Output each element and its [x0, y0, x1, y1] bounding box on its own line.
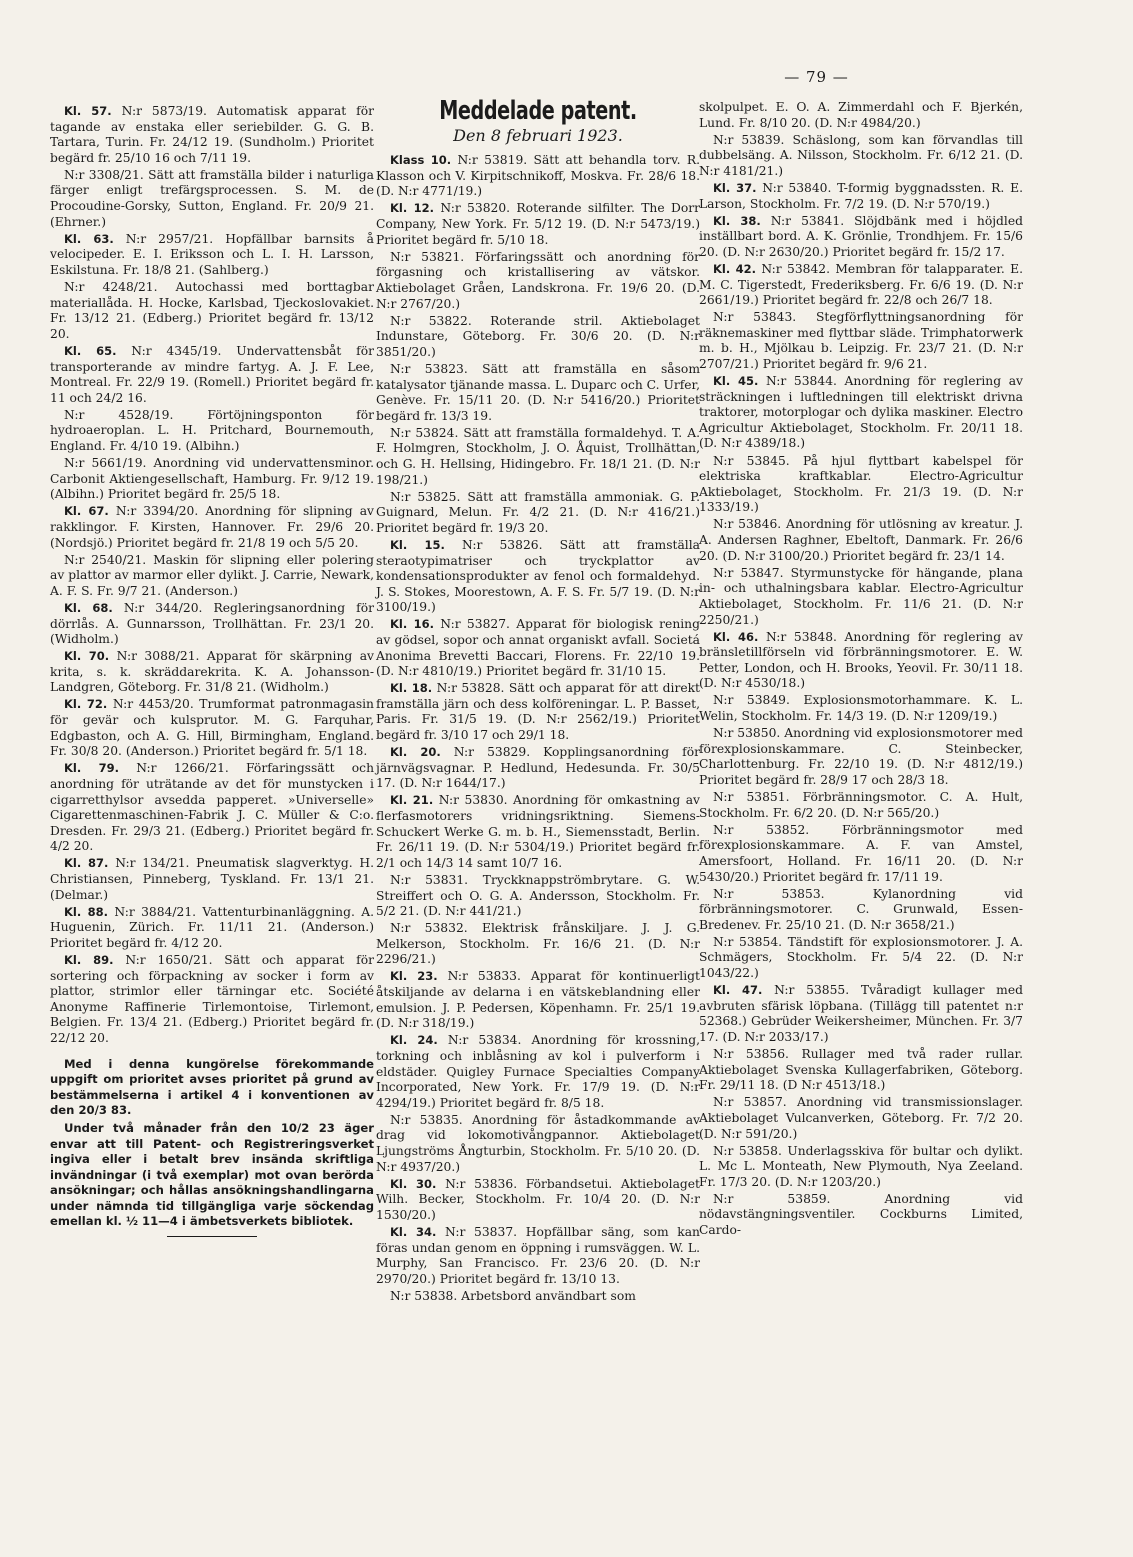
column-middle — [376, 96, 700, 1306]
class-label: Kl. 57. — [64, 104, 112, 118]
entry-text: N:r 53838. Arbetsbord användbart som — [390, 1288, 636, 1303]
entry-text: N:r 53835. Anordning för åstadkommande av drag vid lokomotivångpannor. Aktiebolaget Ljungströms Ångturbin, Stockholm. Fr. 5/10 20. (D. N:r 4937/20.) — [376, 1112, 700, 1174]
patent-entry — [699, 1047, 1023, 1094]
patent-entry — [699, 133, 1023, 180]
page-number: — 79 — — [784, 68, 849, 86]
end-rule — [167, 1236, 257, 1237]
class-label: Kl. 34. — [390, 1224, 437, 1239]
entry-text: N:r 53854. Tändstift för explosionsmotorer. J. A. Schmägers, Stockholm. Fr. 5/4 22. (D. N:r 1043/22.) — [699, 934, 1023, 981]
patent-entry — [50, 761, 374, 855]
class-label: Kl. 12. — [390, 201, 435, 216]
patent-entry — [376, 681, 700, 743]
class-label: Kl. 23. — [390, 969, 438, 984]
patent-entry — [699, 823, 1023, 885]
patent-entry — [376, 153, 700, 200]
entry-text: N:r 53858. Underlagsskiva för bultar och dylikt. L. Mc L. Monteath, New Plymouth, Nya Zeeland. Fr. 17/3 20. (D. N:r 1203/20.) — [699, 1143, 1023, 1189]
entry-text: N:r 1266/21. Förfaringssätt och anordning för uträtande av det för munstycken i cigarretthylsor avsedda papperet. »Universelle» Cigarettenmaschinen-Fabrik J. C. Müller & C:o. Dresden. Fr. 29/3 21. (Edberg.) Prioritet begärd fr. 4/2 20. — [50, 761, 374, 854]
class-label: Kl. 47. — [713, 983, 763, 998]
patent-entry — [376, 426, 700, 488]
patent-entry — [50, 553, 374, 600]
class-label: Kl. 30. — [390, 1176, 437, 1191]
patent-entry — [699, 887, 1023, 934]
patent-entry — [50, 232, 374, 279]
patent-entry — [376, 314, 700, 361]
entry-text: N:r 2540/21. Maskin för slipning eller polering av plattor av marmor eller dylikt. J. Carrie, Newark, A. F. S. Fr. 9/7 21. (Anderson.) — [50, 552, 374, 598]
patent-entry — [50, 601, 374, 648]
class-label: Kl. 63. — [64, 231, 114, 246]
class-label: Kl. 70. — [64, 649, 110, 664]
class-label: Kl. 42. — [713, 261, 757, 276]
patent-entry — [50, 104, 374, 166]
patent-entry — [376, 362, 700, 424]
class-label: Klass 10. — [390, 153, 452, 168]
entry-text: N:r 53836. Förbandsetui. Aktiebolaget Wilh. Becker, Stockholm. Fr. 10/4 20. (D. N:r 1530/20.) — [376, 1176, 700, 1222]
entry-text: N:r 1650/21. Sätt och apparat för sortering och förpackning av socker i form av plattor, strimlor eller tärningar etc. Société Anonyme Raffinerie Tirlemontoise, Tirlemont, Belgien. Fr. 13/4 21. (Edberg.) Prioritet begärd fr. 22/12 20. — [50, 952, 374, 1045]
entry-text: N:r 53840. T-formig byggnadssten. R. E. Larson, Stockholm. Fr. 7/2 19. (D. N:r 570/19.) — [699, 180, 1023, 211]
entry-text: N:r 344/20. Regleringsanordning för dörrlås. A. Gunnarsson, Trollhättan. Fr. 23/1 20. (Widholm.) — [50, 600, 374, 647]
class-label: Kl. 46. — [713, 629, 759, 644]
patent-entry — [699, 790, 1023, 821]
patent-entry — [699, 1095, 1023, 1142]
entry-text: N:r 3088/21. Apparat för skärpning av krita, s. k. skräddarekrita. K. A. Johansson-Landgren, Göteborg. Fr. 31/8 21. (Widholm.) — [50, 649, 374, 695]
entry-text: N:r 4528/19. Förtöjningsponton för hydroaeroplan. L. H. Pritchard, Bournemouth, England. Fr. 4/10 19. (Albihn.) — [50, 407, 374, 453]
entry-text: N:r 3394/20. Anordning för slipning av rakklingor. F. Kirsten, Hannover. Fr. 29/6 20. (Nordsjö.) Prioritet begärd fr. 21/8 19 och 5/5 20. — [50, 504, 375, 550]
entry-text: N:r 53859. Anordning vid nödavstängningsventiler. Cockburns Limited, Cardo- — [699, 1191, 1023, 1238]
entry-text: N:r 53820. Roterande silfilter. The Dorr Company, New York. Fr. 5/12 19. (D. N:r 5473/19.) Prioritet begärd fr. 5/10 18. — [376, 201, 700, 247]
class-label: Kl. 65. — [64, 343, 117, 358]
entry-text: N:r 53841. Slöjdbänk med i höjdled inställbart bord. A. K. Grönlie, Trondhjem. Fr. 15/6 20. (D. N:r 2630/20.) Prioritet begärd fr. 15/2 17. — [699, 213, 1023, 259]
entry-text: N:r 53842. Membran för talapparater. E. M. C. Tigerstedt, Frederiksberg. Fr. 6/6 19. (D. N:r 2661/19.) Prioritet begärd fr. 22/8 och 26/7 18. — [699, 261, 1024, 308]
class-label: Kl. 18. — [390, 681, 433, 696]
patent-entry — [50, 649, 374, 696]
class-label: Kl. 72. — [64, 697, 108, 712]
section-date: Den 8 februari 1923. — [453, 125, 623, 145]
patent-entry — [699, 1192, 1023, 1239]
class-label: Kl. 67. — [64, 504, 109, 519]
patent-entry — [50, 856, 374, 903]
entry-text: N:r 53826. Sätt att framställa steraotypimatriser och tryckplattor av kondensationsprodukter av fenol och formaldehyd. J. S. Stokes, Moorestown, A. F. S. Fr. 5/7 19. (D. N:r 3100/19.) — [376, 537, 700, 615]
entry-text: N:r 53848. Anordning för reglering av bränsletillförseln vid förbränningsmotorer. E. W. Petter, London, och H. Brooks, Yeovil. Fr. 30/11 18. (D. N:r 4530/18.) — [699, 629, 1023, 691]
patent-entry — [699, 100, 1023, 131]
patent-entry — [699, 693, 1023, 724]
entry-text: N:r 5873/19. Automatisk apparat för tagande av enstaka eller seriebilder. G. G. B. Tartara, Turin. Fr. 24/12 19. (Sundholm.) Prioritet begärd fr. 25/10 16 och 7/11 19. — [50, 104, 374, 165]
entry-text: N:r 53827. Apparat för biologisk rening av gödsel, sopor och annat organiskt avfall. Societá Anonima Brevetti Baccari, Florens. Fr. 22/10 19. (D. N:r 4810/19.) Prioritet begärd fr. 31/10 15. — [376, 617, 700, 679]
entry-text: N:r 53853. Kylanordning vid förbränningsmotorer. C. Grunwald, Essen-Bredenev. Fr. 25/10 21. (D. N:r 3658/21.) — [699, 886, 1023, 932]
patent-entry — [376, 969, 700, 1031]
patent-entry — [376, 1225, 700, 1287]
class-label: Kl. 16. — [390, 617, 434, 632]
patent-entry — [699, 630, 1023, 692]
entry-text: N:r 53834. Anordning för krossning, torkning och inblåsning av kol i pulverform i eldstäder. Quigley Furnace Specialties Company Incorporated, New York. Fr. 17/9 19. (D. N:r 4294/19.) Prioritet begärd fr. 8/5 18. — [376, 1033, 700, 1110]
patent-entry — [699, 374, 1023, 452]
patent-entry — [699, 935, 1023, 982]
entry-text: N:r 134/21. Pneumatisk slagverktyg. H. Christiansen, Pinneberg, Tyskland. Fr. 13/1 21. (Delmar.) — [50, 856, 374, 902]
patent-entry — [376, 1177, 700, 1224]
class-label: Kl. 45. — [713, 374, 759, 389]
patent-entry — [50, 697, 374, 759]
entry-text: N:r 5661/19. Anordning vid undervattensminor. Carbonit Aktiengesellschaft, Hamburg. Fr. 9/12 19. (Albihn.) Prioritet begärd fr. 25/5 18. — [50, 456, 374, 502]
entry-text: N:r 53857. Anordning vid transmissionslager. Aktiebolaget Vulcanverken, Göteborg. Fr. 7/2 20. (D. N:r 591/20.) — [699, 1095, 1023, 1141]
entry-text: N:r 53844. Anordning för reglering av sträckningen i luftledningen till elektriskt drivna traktorer, motorplogar och dylika maskiner. Electro Agricultur Aktiebolaget, Stockholm. Fr. 20/11 18. (D. N:r 4389/18.) — [699, 374, 1023, 451]
patent-entry — [699, 726, 1023, 788]
entry-text: N:r 3884/21. Vattenturbinanläggning. A. Huguenin, Zürich. Fr. 11/11 21. (Anderson.) Prioritet begärd fr. 4/12 20. — [50, 904, 374, 950]
entry-text: N:r 53855. Tvåradigt kullager med avbruten sfärisk löpbana. (Tillägg till patentet n:r 52368.) Gebrüder Weikersheimer, München. Fr. 3/7 17. (D. N:r 2033/17.) — [699, 983, 1023, 1044]
entry-text: N:r 53847. Styrmunstycke för hängande, plana in- och uthalningsbara kablar. Electro-Agricultur Aktiebolaget, Stockholm. Fr. 11/6 21. (D. N:r 2250/21.) — [699, 565, 1023, 627]
patent-entry — [376, 490, 700, 537]
patent-entry — [50, 408, 374, 455]
patent-entry — [50, 344, 374, 406]
patent-entry — [50, 168, 374, 230]
entry-text: N:r 53825. Sätt att framställa ammoniak. G. P. Guignard, Melun. Fr. 4/2 21. (D. N:r 416/21.) Prioritet begärd fr. 19/3 20. — [376, 489, 700, 535]
class-label: Kl. 68. — [64, 600, 113, 615]
patent-entry — [699, 181, 1023, 212]
notice-paragraph: Under två månader från den 10/2 23 äger envar att till Patent- och Registreringsverket ingiva eller i betalt brev insända skriftliga invändningar (i två exemplar) mot ovan berörda ansökningar; och hållas ansökningshandlingarna under nämnda tid tillgängliga varje söckendag emellan kl. ½ 11—4 i ämbetsverkets bibliotek. — [50, 1120, 374, 1229]
patent-entry — [699, 310, 1023, 372]
class-label: Kl. 15. — [390, 537, 445, 552]
entry-text: N:r 53837. Hopfällbar säng, som kan föras undan genom en öppning i rumsväggen. W. L. Murphy, San Francisco. Fr. 23/6 20. (D. N:r 2970/20.) Prioritet begärd fr. 13/10 13. — [376, 1224, 700, 1286]
entry-text: N:r 4248/21. Autochassi med borttagbar materiallåda. H. Hocke, Karlsbad, Tjeckoslovakiet. Fr. 13/12 21. (Edberg.) Prioritet begärd fr. 13/12 20. — [50, 280, 374, 341]
entry-text: N:r 53830. Anordning för omkastning av flerfasmotorers vridningsriktning. Siemens-Schuckert Werke G. m. b. H., Siemensstadt, Berlin. Fr. 26/11 19. (D. N:r 5304/19.) Prioritet begärd fr. 2/1 och 14/3 14 samt 10/7 16. — [376, 793, 700, 870]
class-label: Kl. 79. — [64, 761, 119, 776]
entry-text: N:r 53856. Rullager med två rader rullar. Aktiebolaget Svenska Kullagerfabriken, Göteborg. Fr. 29/11 18. (D N:r 4513/18.) — [699, 1047, 1023, 1093]
patent-entry — [699, 1144, 1023, 1191]
entry-text: N:r 53845. På hjul flyttbart kabelspel för elektriska kraftkablar. Electro-Agricultur Aktiebolaget, Stockholm. Fr. 21/3 19. (D. N:r 1333/19.) — [699, 453, 1023, 515]
patent-entry — [376, 1113, 700, 1175]
class-label: Kl. 20. — [390, 745, 441, 760]
entry-text: N:r 53843. Stegförflyttningsanordning för räknemaskiner med flyttbar släde. Trimphatorwerk m. b. H., Mjölkau b. Leipzig. Fr. 23/7 21. (D. N:r 2707/21.) Prioritet begärd fr. 9/6 21. — [699, 310, 1023, 371]
entry-text: N:r 2957/21. Hopfällbar barnsits å velocipeder. E. I. Eriksson och L. I. H. Larsson, Eskilstuna. Fr. 18/8 21. (Sahlberg.) — [50, 231, 374, 277]
patent-entry — [699, 517, 1023, 564]
entry-text: N:r 53849. Explosionsmotorhammare. K. L. Welin, Stockholm. Fr. 14/3 19. (D. N:r 1209/19.) — [699, 693, 1023, 724]
section-heading: Meddelade patent. — [439, 96, 637, 126]
patent-entry — [376, 201, 700, 248]
patent-entry — [376, 1289, 700, 1305]
patent-entry — [376, 793, 700, 871]
entry-text: N:r 53829. Kopplingsanordning för järnvägsvagnar. P. Hedlund, Hedesunda. Fr. 30/5 17. (D. N:r 1644/17.) — [376, 745, 700, 791]
entry-text: N:r 53832. Elektrisk frånskiljare. J. J. G. Melkerson, Stockholm. Fr. 16/6 21. (D. N:r 2296/21.) — [376, 921, 700, 967]
patent-entry — [699, 454, 1023, 516]
class-label: Kl. 21. — [390, 793, 434, 808]
notice-block — [50, 1057, 374, 1238]
patent-entry — [376, 250, 700, 312]
entry-text: skolpulpet. E. O. A. Zimmerdahl och F. Bjerkén, Lund. Fr. 8/10 20. (D. N:r 4984/20.) — [699, 100, 1023, 130]
entry-text: N:r 53851. Förbränningsmotor. C. A. Hult, Stockholm. Fr. 6/2 20. (D. N:r 565/20.) — [699, 790, 1023, 820]
entry-text: N:r 53846. Anordning för utlösning av kreatur. J. A. Andersen Raghner, Ebeltoft, Danmark. Fr. 26/6 20. (D. N:r 3100/20.) Prioritet begärd fr. 23/1 14. — [699, 517, 1023, 563]
notice-paragraph: Med i denna kungörelse förekommande uppgift om prioritet avses prioritet på grund av bestämmelserna i artikel 4 i konventionen av den 20/3 83. — [50, 1056, 374, 1118]
patent-entry — [50, 280, 374, 342]
column-right — [699, 100, 1023, 1240]
class-label: Kl. 24. — [390, 1033, 438, 1048]
patent-entry — [699, 983, 1023, 1045]
patent-entry — [699, 566, 1023, 628]
entry-text: N:r 53824. Sätt att framställa formaldehyd. T. A. F. Holmgren, Stockholm, J. O. Åquist, Trollhättan, och G. H. Hellsing, Hidingebro. Fr. 18/1 21. (D. N:r 198/21.) — [376, 425, 700, 487]
column-left — [50, 104, 374, 1237]
patent-entry — [50, 456, 374, 503]
entry-text: N:r 3308/21. Sätt att framställa bilder i naturliga färger enligt trefärgsprocessen. S. M. de Procoudine-Gorsky, Sutton, England. Fr. 20/9 21. (Ehrner.) — [50, 167, 374, 229]
patent-entry — [50, 504, 374, 551]
patent-entry — [699, 214, 1023, 261]
entry-text: N:r 53822. Roterande stril. Aktiebolaget Indunstare, Göteborg. Fr. 30/6 20. (D. N:r 3851/20.) — [376, 313, 700, 359]
class-label: Kl. 88. — [64, 904, 109, 919]
class-label: Kl. 37. — [713, 180, 757, 195]
entry-text: N:r 53821. Förfaringssätt och anordning för förgasning och kristallisering av vätskor. Aktiebolaget Gråen, Landskrona. Fr. 19/6 20. (D. N:r 2767/20.) — [376, 249, 700, 311]
class-label: Kl. 87. — [64, 856, 109, 871]
entry-text: N:r 53833. Apparat för kontinuerligt åtskiljande av delarna i en vätskeblandning eller emulsion. J. P. Pedersen, Köpenhamn. Fr. 25/1 19. (D. N:r 318/19.) — [376, 969, 700, 1031]
entry-text: N:r 53852. Förbränningsmotor med förexplosionskammare. A. F. van Amstel, Amersfoort, Holland. Fr. 16/11 20. (D. N:r 5430/20.) Prioritet begärd fr. 17/11 19. — [699, 822, 1023, 884]
patent-entry — [50, 953, 374, 1047]
entry-text: N:r 4453/20. Trumformat patronmagasin för gevär och kulsprutor. M. G. Farquhar, Edgbaston, och A. G. Hill, Birmingham, England. Fr. 30/8 20. (Anderson.) Prioritet begärd fr. 5/1 18. — [50, 697, 374, 759]
patent-entry — [376, 538, 700, 616]
entry-text: N:r 53828. Sätt och apparat för att direkt framställa järn och dess kolföreningar. L. P. Basset, Paris. Fr. 31/5 19. (D. N:r 2562/19.) Prioritet begärd fr. 3/10 17 och 29/1 18. — [376, 681, 700, 743]
class-label: Kl. 38. — [713, 213, 761, 228]
patent-entry — [376, 921, 700, 968]
patent-entry — [376, 873, 700, 920]
patent-entry — [50, 905, 374, 952]
entry-text: N:r 53839. Schäslong, som kan förvandlas till dubbelsäng. A. Nilsson, Stockholm. Fr. 6/12 21. (D. N:r 4181/21.) — [699, 132, 1023, 178]
patent-entry — [376, 745, 700, 792]
entry-text: N:r 53819. Sätt att behandla torv. R. Klasson och V. Kirpitschnikoff, Moskva. Fr. 28/6 18. (D. N:r 4771/19.) — [376, 153, 700, 199]
patent-entry — [376, 617, 700, 679]
entry-text: N:r 53831. Tryckknappströmbrytare. G. W. Streiffert och O. G. A. Andersson, Stockholm. Fr. 5/2 21. (D. N:r 441/21.) — [376, 872, 700, 919]
entry-text: N:r 53850. Anordning vid explosionsmotorer med förexplosionskammare. C. Steinbecker, Charlottenburg. Fr. 22/10 19. (D. N:r 4812/19.) Prioritet begärd fr. 28/9 17 och 28/3 18. — [699, 726, 1023, 787]
class-label: Kl. 89. — [64, 952, 114, 967]
entry-text: N:r 53823. Sätt att framställa en såsom katalysator tjänande massa. L. Duparc och C. Urfer, Genève. Fr. 15/11 20. (D. N:r 5416/20.) Prioritet begärd fr. 13/3 19. — [376, 361, 700, 423]
patent-entry — [376, 1033, 700, 1111]
patent-entry — [699, 262, 1023, 309]
entry-text: N:r 4345/19. Undervattensbåt för transporterande av mindre fartyg. A. J. F. Lee, Montreal. Fr. 22/9 19. (Romell.) Prioritet begärd fr. 11 och 24/2 16. — [50, 343, 374, 405]
